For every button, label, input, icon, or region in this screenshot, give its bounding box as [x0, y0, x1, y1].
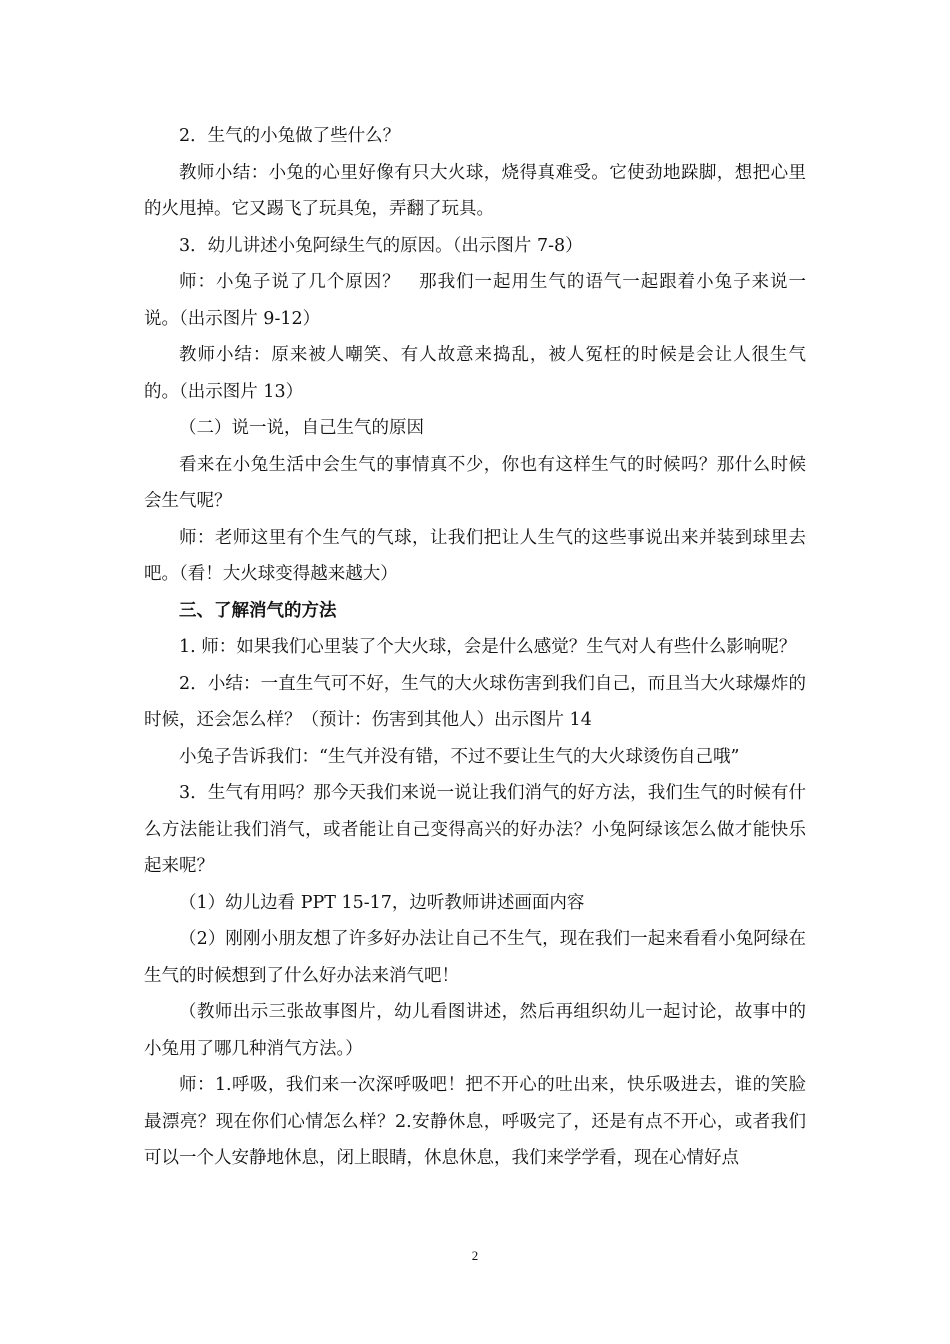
- paragraph: 教师小结：小兔的心里好像有只大火球，烧得真难受。它使劲地跺脚，想把心里的火甩掉。它又踢飞了玩具兔，弄翻了玩具。: [144, 162, 806, 219]
- paragraph: 教师小结：原来被人嘲笑、有人故意来捣乱，被人冤枉的时候是会让人很生气的。（出示图片 13）: [144, 345, 806, 402]
- paragraph: （教师出示三张故事图片，幼儿看图讲述，然后再组织幼儿一起讨论，故事中的小兔用了哪几种消气方法。）: [144, 1002, 806, 1059]
- paragraph: 小兔子告诉我们：“生气并没有错，不过不要让生气的大火球烫伤自己哦”: [179, 746, 740, 767]
- paragraph: 2．生气的小兔做了些什么？: [179, 126, 401, 146]
- paragraph: （1）幼儿边看 PPT 15-17，边听教师讲述画面内容: [179, 892, 585, 913]
- body-text: [144, 118, 806, 1177]
- page-number: 2: [471, 1248, 479, 1263]
- paragraph: 1. 师：如果我们心里装了个大火球，会是什么感觉？生气对人有些什么影响呢？: [179, 637, 797, 657]
- paragraph: 2．小结：一直生气可不好，生气的大火球伤害到我们自己，而且当大火球爆炸的时候，还会怎么样？（预计：伤害到其他人）出示图片 14: [144, 673, 806, 730]
- paragraph: 3．生气有用吗？那今天我们来说一说让我们消气的好方法，我们生气的时候有什么方法能让我们消气，或者能让自己变得高兴的好办法？小兔阿绿该怎么做才能快乐起来呢？: [144, 783, 806, 876]
- subsection-heading: （二）说一说，自己生气的原因: [179, 418, 424, 438]
- paragraph: 师：1.呼吸，我们来一次深呼吸吧！把不开心的吐出来，快乐吸进去，谁的笑脸最漂亮？现在你们心情怎么样？2.安静休息，呼吸完了，还是有点不开心，或者我们可以一个人安静地休息，闭上眼睛，休息休息，我们来学学看，现在心情好点: [144, 1075, 806, 1168]
- paragraph: 师：老师这里有个生气的气球，让我们把让人生气的这些事说出来并装到球里去吧。（看！大火球变得越来越大）: [144, 527, 806, 584]
- paragraph: 3．幼儿讲述小兔阿绿生气的原因。（出示图片 7-8）: [179, 235, 583, 256]
- paragraph: 师：小兔子说了几个原因？ 那我们一起用生气的语气一起跟着小兔子来说一说。（出示图片 9-12）: [144, 272, 806, 329]
- paragraph: 看来在小兔生活中会生气的事情真不少，你也有这样生气的时候吗？那什么时候会生气呢？: [144, 454, 806, 511]
- section-heading: 三、了解消气的方法: [179, 600, 337, 621]
- paragraph: （2）刚刚小朋友想了许多好办法让自己不生气，现在我们一起来看看小兔阿绿在生气的时候想到了什么好办法来消气吧！: [144, 929, 806, 986]
